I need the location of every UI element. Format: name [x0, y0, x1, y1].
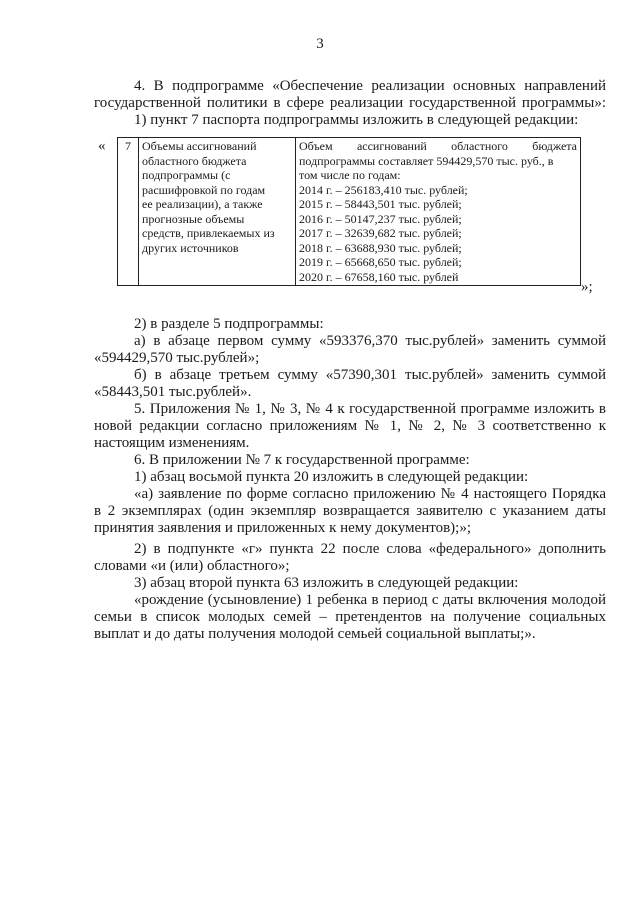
name-line: областного бюджета [142, 153, 247, 168]
year-amount: 2020 г. – 67658,160 тыс. рублей [299, 269, 459, 284]
row-number-cell: 7 [118, 138, 139, 286]
body-line: в 2 экземплярах (один экземпляр возвращается заявителю с указанием даты [94, 503, 606, 519]
passport-table [117, 137, 581, 286]
body-line: 2) в разделе 5 подпрограммы: [134, 316, 324, 332]
row-name-cell [139, 138, 296, 286]
body-line: «58443,501 тыс.рублей». [94, 384, 252, 400]
page-number: 3 [316, 36, 324, 52]
body-line: б) в абзаце третьем сумму «57390,301 тыс.рублей» заменить суммой [134, 367, 606, 383]
body-line: семьи в список молодых семей – претендентов на получение социальных [94, 609, 606, 625]
body-line: выплат и до даты получения молодой семьей социальной выплаты;». [94, 626, 536, 642]
year-amount: 2015 г. – 58443,501 тыс. рублей; [299, 197, 462, 211]
table-row [118, 138, 581, 286]
section-4-heading-line-1: 4. В подпрограмме «Обеспечение реализации основных направлений [134, 78, 606, 94]
body-line: 3) абзац второй пункта 63 изложить в следующей редакции: [134, 575, 519, 591]
body-line: словами «и (или) областного»; [94, 558, 290, 574]
body-line: принятия заявления и приложенных к нему документов);»; [94, 520, 471, 536]
year-amount: 2014 г. – 256183,410 тыс. рублей; [299, 182, 468, 197]
year-amount: 2019 г. – 65668,650 тыс. рублей; [299, 255, 462, 269]
item-1-text: 1) пункт 7 паспорта подпрограммы изложить в следующей редакции: [134, 112, 579, 128]
value-line: подпрограммы составляет 594429,570 тыс. руб., в [299, 153, 554, 168]
name-line: средств, привлекаемых из [142, 226, 275, 240]
section-4-heading-line-2: государственной политики в сфере реализации государственной программы»: [94, 95, 606, 111]
opening-quote: « [98, 138, 106, 154]
value-line: Объем ассигнований областного бюджета [299, 139, 577, 153]
name-line: прогнозные объемы [142, 211, 245, 226]
name-line: ее реализации), а также [142, 197, 263, 211]
body-line: «а) заявление по форме согласно приложению № 4 настоящего Порядка [134, 486, 606, 502]
name-line: других источников [142, 240, 239, 255]
body-line: 1) абзац восьмой пункта 20 изложить в следующей редакции: [134, 469, 529, 485]
body-line: настоящим изменениям. [94, 435, 250, 451]
body-line: 6. В приложении № 7 к государственной программе: [134, 452, 470, 468]
value-line: том числе по годам: [299, 168, 401, 182]
body-line: «рождение (усыновление) 1 ребенка в период с даты включения молодой [134, 592, 606, 608]
body-line: «594429,570 тыс.рублей»; [94, 350, 260, 366]
name-line: расшифровкой по годам [142, 182, 266, 197]
year-amount: 2018 г. – 63688,930 тыс. рублей; [299, 240, 462, 255]
name-line: Объемы ассигнований [142, 139, 257, 153]
body-line: новой редакции согласно приложениям № 1, № 2, № 3 соответственно к [94, 418, 606, 434]
year-amount: 2017 г. – 32639,682 тыс. рублей; [299, 226, 462, 240]
body-line: 2) в подпункте «г» пункта 22 после слова «федерального» дополнить [134, 541, 606, 557]
year-amount: 2016 г. – 50147,237 тыс. рублей; [299, 211, 462, 226]
body-line: 5. Приложения № 1, № 3, № 4 к государственной программе изложить в [134, 401, 606, 417]
name-line: подпрограммы (с [142, 168, 231, 182]
body-line: а) в абзаце первом сумму «593376,370 тыс.рублей» заменить суммой [134, 333, 606, 349]
closing-quote: »; [581, 279, 593, 295]
row-value-cell [296, 138, 581, 286]
